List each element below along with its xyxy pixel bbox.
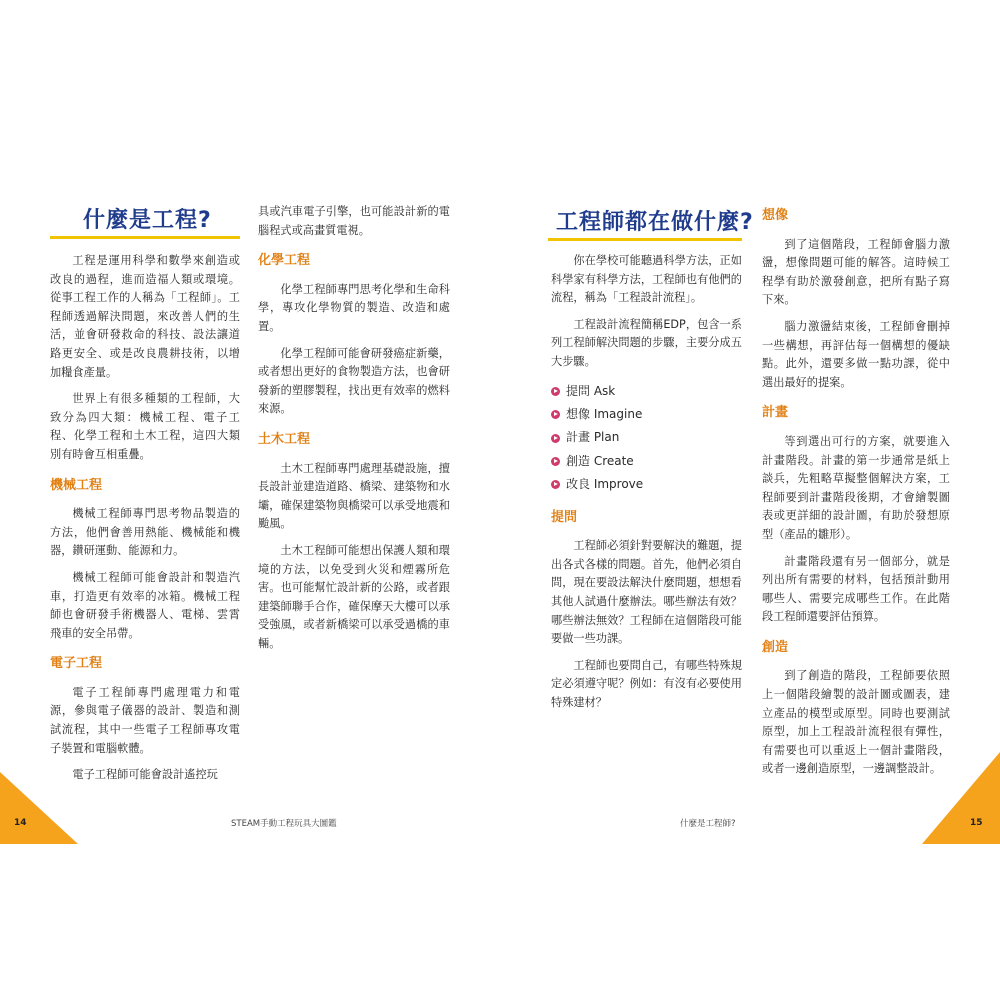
right-page-title: 工程師都在做什麼? [556,210,754,235]
right-footer: 什麼是工程師? [680,819,736,829]
paragraph: 工程是運用科學和數學來創造或改良的過程，進而造福人類或環境。從事工程工作的人稱為「工程師」。工程師透過解決問題，來改善人們的生活，並會研發救命的科技、設法讓道路更安全、或是改良農耕技術，以增加糧食產量。 [50,254,240,379]
paragraph: 電子工程師專門處理電力和電源，參與電子儀器的設計、製造和測試流程，其中一些電子工程師專攻電子裝置和電腦軟體。 [50,685,240,755]
paragraph: 機械工程師可能會設計和製造汽車，打造更有效率的冰箱。機械工程師也會研發手術機器人、電梯、雲霄飛車的安全吊帶。 [50,570,240,640]
section-heading: 電子工程 [50,656,103,672]
paragraph: 工程師必須針對要解決的難題，提出各式各樣的問題。首先，他們必須自問，現在要設法解決什麼問題，想想看其他人試過什麼辦法。哪些辦法有效？哪些辦法無效？工程師在這個階段可能要做一些功課。 [551,539,742,646]
list-item-label: 創造 Create [566,453,634,468]
steps-list [551,380,742,497]
list-item [551,473,742,496]
right-page-number: 15 [970,818,983,828]
paragraph: 具或汽車電子引擎，也可能設計新的電腦程式或高畫質電視。 [258,205,450,237]
paragraph: 工程師也要問自己，有哪些特殊規定必須遵守呢？例如：有沒有必要使用特殊建材？ [551,658,742,709]
list-item-label: 想像 Imagine [566,406,643,421]
paragraph: 機械工程師專門思考物品製造的方法，他們會善用熱能、機械能和機器，鑽研運動、能源和力。 [50,507,240,558]
left-corner-decoration [0,772,78,844]
paragraph: 工程設計流程簡稱EDP，包含一系列工程師解決問題的步驟，主要分成五大步驟。 [551,317,742,368]
list-item-label: 計畫 Plan [566,430,620,445]
left-page-number: 14 [14,818,27,828]
paragraph: 等到選出可行的方案，就要進入計畫階段。計畫的第一步通常是紙上談兵，先粗略草擬整個解決方案，工程師要到計畫階段後期，才會繪製圖表或更詳細的設計圖，有助於發想原型（產品的雛形）。 [762,434,950,541]
section-heading: 計畫 [762,405,789,421]
paragraph: 腦力激盪結束後，工程師會刪掉一些構想，再評估每一個構想的優缺點。此外，還要多做一點功課，從中選出最好的提案。 [762,319,950,389]
arrow-bullet-icon [551,387,560,396]
left-column-1 [50,252,240,793]
arrow-bullet-icon [551,410,560,419]
paragraph: 世界上有很多種類的工程師，大致分為四大類：機械工程、電子工程、化學工程和土木工程，這四大類別有時會互相重疊。 [50,392,240,461]
right-column-2 [762,207,950,787]
list-item [551,450,742,473]
right-corner-decoration [922,752,1000,844]
paragraph: 化學工程師可能會研發癌症新藥，或者想出更好的食物製造方法，也會研發新的塑膠製程，找出更有效率的燃料來源。 [258,346,450,416]
section-heading: 化學工程 [258,253,311,269]
left-footer: STEAM手動工程玩具大圖鑑 [231,819,337,829]
list-item-label: 改良 Improve [566,477,644,492]
list-item-label: 提問 Ask [566,383,616,398]
list-item [551,426,742,449]
right-column-1 [551,252,742,721]
paragraph: 化學工程師專門思考化學和生命科學，專攻化學物質的製造、改造和處置。 [258,282,450,333]
paragraph: 計畫階段還有另一個部分，就是列出所有需要的材料，包括預計動用哪些人、需要完成哪些工作。在此階段工程師還要評估預算。 [762,554,950,624]
section-heading: 機械工程 [50,477,103,493]
arrow-bullet-icon [551,480,560,489]
section-heading: 想像 [762,208,789,223]
arrow-bullet-icon [551,457,560,466]
section-heading: 土木工程 [258,431,311,447]
section-heading: 創造 [762,639,789,655]
paragraph: 土木工程師可能想出保護人類和環境的方法，以免受到火災和煙霧所危害。也可能幫忙設計新的公路，或者跟建築師聯手合作，確保摩天大樓可以承受強風，或者新橋梁可以承受過橋的車輛。 [258,543,450,650]
list-item [551,380,742,403]
left-title-underline [50,236,240,239]
paragraph: 電子工程師可能會設計遙控玩 [72,768,218,782]
paragraph: 你在學校可能聽過科學方法，正如科學家有科學方法，工程師也有他們的流程，稱為「工程設計流程」。 [551,254,742,305]
left-column-2 [258,203,450,661]
arrow-bullet-icon [551,434,560,443]
left-page-title: 什麼是工程? [83,208,212,233]
right-title-underline [548,238,742,241]
list-item [551,403,742,426]
section-heading: 提問 [551,509,578,525]
paragraph: 土木工程師專門處理基礎設施，擅長設計並建造道路、橋梁、建築物和水壩，確保建築物與橋梁可以承受地震和颱風。 [258,461,450,531]
paragraph: 到了創造的階段，工程師要依照上一個階段繪製的設計圖或圖表，建立產品的模型或原型。同時也要測試原型，加上工程設計流程很有彈性，有需要也可以重返上一個計畫階段，或者一邊創造原型，一邊調整設計。 [762,669,950,776]
paragraph: 到了這個階段，工程師會腦力激盪，想像問題可能的解答。這時候工程學有助於激發創意，把所有點子寫下來。 [762,237,950,307]
